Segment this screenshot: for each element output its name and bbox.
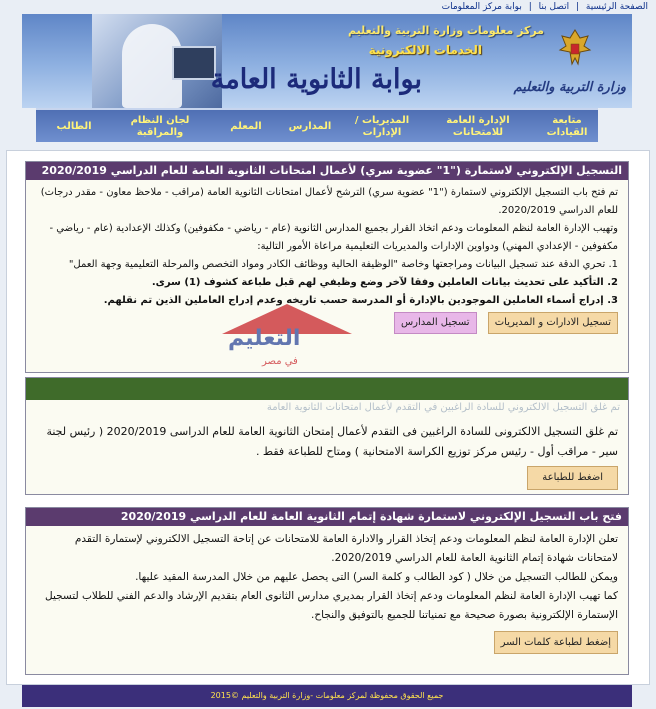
eservices-title: الخدمات الالكترونية	[368, 43, 482, 57]
list-item: 1. تحري الدقة عند تسجيل البيانات ومراجعتها وخاصة "الوظيفة الحالية ووظائف الكادر ومواد التخصص والمرحلة التعليمية وجهة العمل"	[68, 259, 618, 270]
paragraph: تعلن الإدارة العامة لنظم المعلومات ودعم إتخاذ القرار والادارة العامة للامتحانات عن إتاحة التسجيل الالكتروني لإستمارة التقدم لامتحانات شهادة إتمام الثانوية العامة للعام الدراسي 2020/2019.	[74, 533, 618, 564]
info-center-portal-link[interactable]: بوابة مركز المعلومات	[441, 2, 522, 12]
section-title-bar	[26, 378, 628, 400]
footer: جميع الحقوق محفوظة لمركز معلومات -وزارة التربية والتعليم ©2015	[22, 685, 632, 707]
watermark-text: التعليم	[228, 326, 301, 351]
section-title: التسجيل الإلكتروني لاستمارة ("1" عضوية سري) لأعمال امتحانات الثانوية العامة للعام الدراسي 2020/2019	[26, 162, 628, 180]
nav-departments-label: الإدارات	[362, 127, 402, 138]
secret-membership-section	[25, 161, 629, 373]
nav-follow-label: متابعة	[552, 115, 582, 126]
nav-leaders-label: القيادات	[546, 127, 588, 138]
separator: |	[575, 2, 580, 12]
ministry-logo-text: وزارة التربية والتعليم	[513, 80, 626, 95]
nav-directorates[interactable]	[346, 110, 418, 144]
list-item: 2. التأكيد على تحديث بيانات العاملين وفقا لآخر وضع وظيفي لهم قبل طباعة كشوف (1) سرى.	[151, 277, 618, 288]
main-nav	[36, 108, 598, 142]
section-body	[26, 180, 628, 334]
org-name: مركز معلومات وزارة التربية والتعليم	[348, 24, 544, 37]
eagle-emblem-icon	[558, 28, 592, 68]
content-frame	[6, 150, 650, 685]
nav-directorates-label: المديريات /	[354, 115, 410, 126]
nav-exams-admin[interactable]: الإدارة العامة للامتحانات	[446, 115, 510, 138]
nav-students[interactable]: الطالب	[56, 121, 92, 132]
register-schools-button[interactable]: تسجيل المدارس	[394, 312, 477, 334]
watermark-subtext: في مصر	[262, 356, 298, 367]
certificate-registration-section	[25, 507, 629, 675]
nav-teacher[interactable]: المعلم	[230, 121, 262, 132]
contact-link[interactable]: اتصل بنا	[538, 2, 570, 12]
nav-schools[interactable]: المدارس	[288, 121, 332, 132]
banner-monitor-image	[172, 46, 216, 80]
section-title: فتح باب التسجيل الإلكتروني لاستمارة شهادة إتمام الثانوية العامة للعام الدراسي 2020/2019	[26, 508, 628, 526]
home-link[interactable]: الصفحة الرئيسية	[585, 2, 648, 12]
separator: |	[528, 2, 532, 12]
paragraph: تم غلق التسجيل الالكترونى للسادة الراغبين فى التقدم لأعمال إمتحان الثانوية العامة للعام الدراسى 2020/2019 ( رئيس لجنة سير - مراقب أول - رئيس مركز توزيع الكراسة الامتحانية ) ومتاح للطباعة فقط .	[46, 425, 618, 458]
faded-notice-text: تم غلق التسجيل الالكتروني للسادة الراغبين في التقدم لأعمال امتحانات الثانوية العامة	[266, 402, 620, 413]
print-passwords-button[interactable]: إضغط لطباعة كلمات السر	[494, 631, 618, 654]
site-banner	[22, 14, 632, 108]
paragraph: وتهيب الإدارة العامة لنظم المعلومات ودعم اتخاذ القرار بجميع المدارس الثانوية (عام - رياضي - مكفوفين) وكذلك الإعدادية (عام - رياضي - مكفوفين - الإعدادي المهني) ودواوين الإدارات والمديريات التعليمية مراعاة الأمور التالية:	[49, 223, 618, 252]
list-item: 3. إدراج أسماء العاملين الموجودين بالإدارة أو المدرسة حسب تاريخه وعدم إدراج العاملين الذين تم نقلهم.	[103, 295, 618, 306]
top-link-bar	[0, 0, 656, 14]
register-directorates-button[interactable]: تسجيل الادارات و المديريات	[488, 312, 618, 334]
section-body	[26, 400, 628, 490]
section-body	[26, 526, 628, 654]
portal-title: بوابة الثانوية العامة	[210, 64, 422, 95]
nav-follow-leaders[interactable]	[540, 110, 594, 144]
nav-committees[interactable]: لجان النظام والمراقبة	[130, 115, 190, 138]
print-button[interactable]: اضغط للطباعة	[527, 466, 618, 490]
paragraph: تم فتح باب التسجيل الإلكتروني لاستمارة ("1" عضوية سري) الترشح لأعمال امتحانات الثانوية العامة (مراقب - ملاحظ معاون - مقدر درجات) للعام الدراسي 2020/2019.	[40, 187, 618, 216]
closed-registration-section	[25, 377, 629, 495]
paragraph: ويمكن للطالب التسجيل من خلال ( كود الطالب و كلمة السر) التى يحصل عليهم من خلال المدرسة المقيد عليها.	[135, 571, 618, 583]
paragraph: كما تهيب الإدارة العامة لنظم المعلومات ودعم إتخاذ القرار بمديري مدارس الثانوى العام بتقديم الإرشاد والدعم الفني للطلاب لتسجيل الإستمارة الإلكترونية بصورة صحيحة مع تمنياتنا للجميع بالتوفيق والنجاح.	[45, 590, 618, 621]
